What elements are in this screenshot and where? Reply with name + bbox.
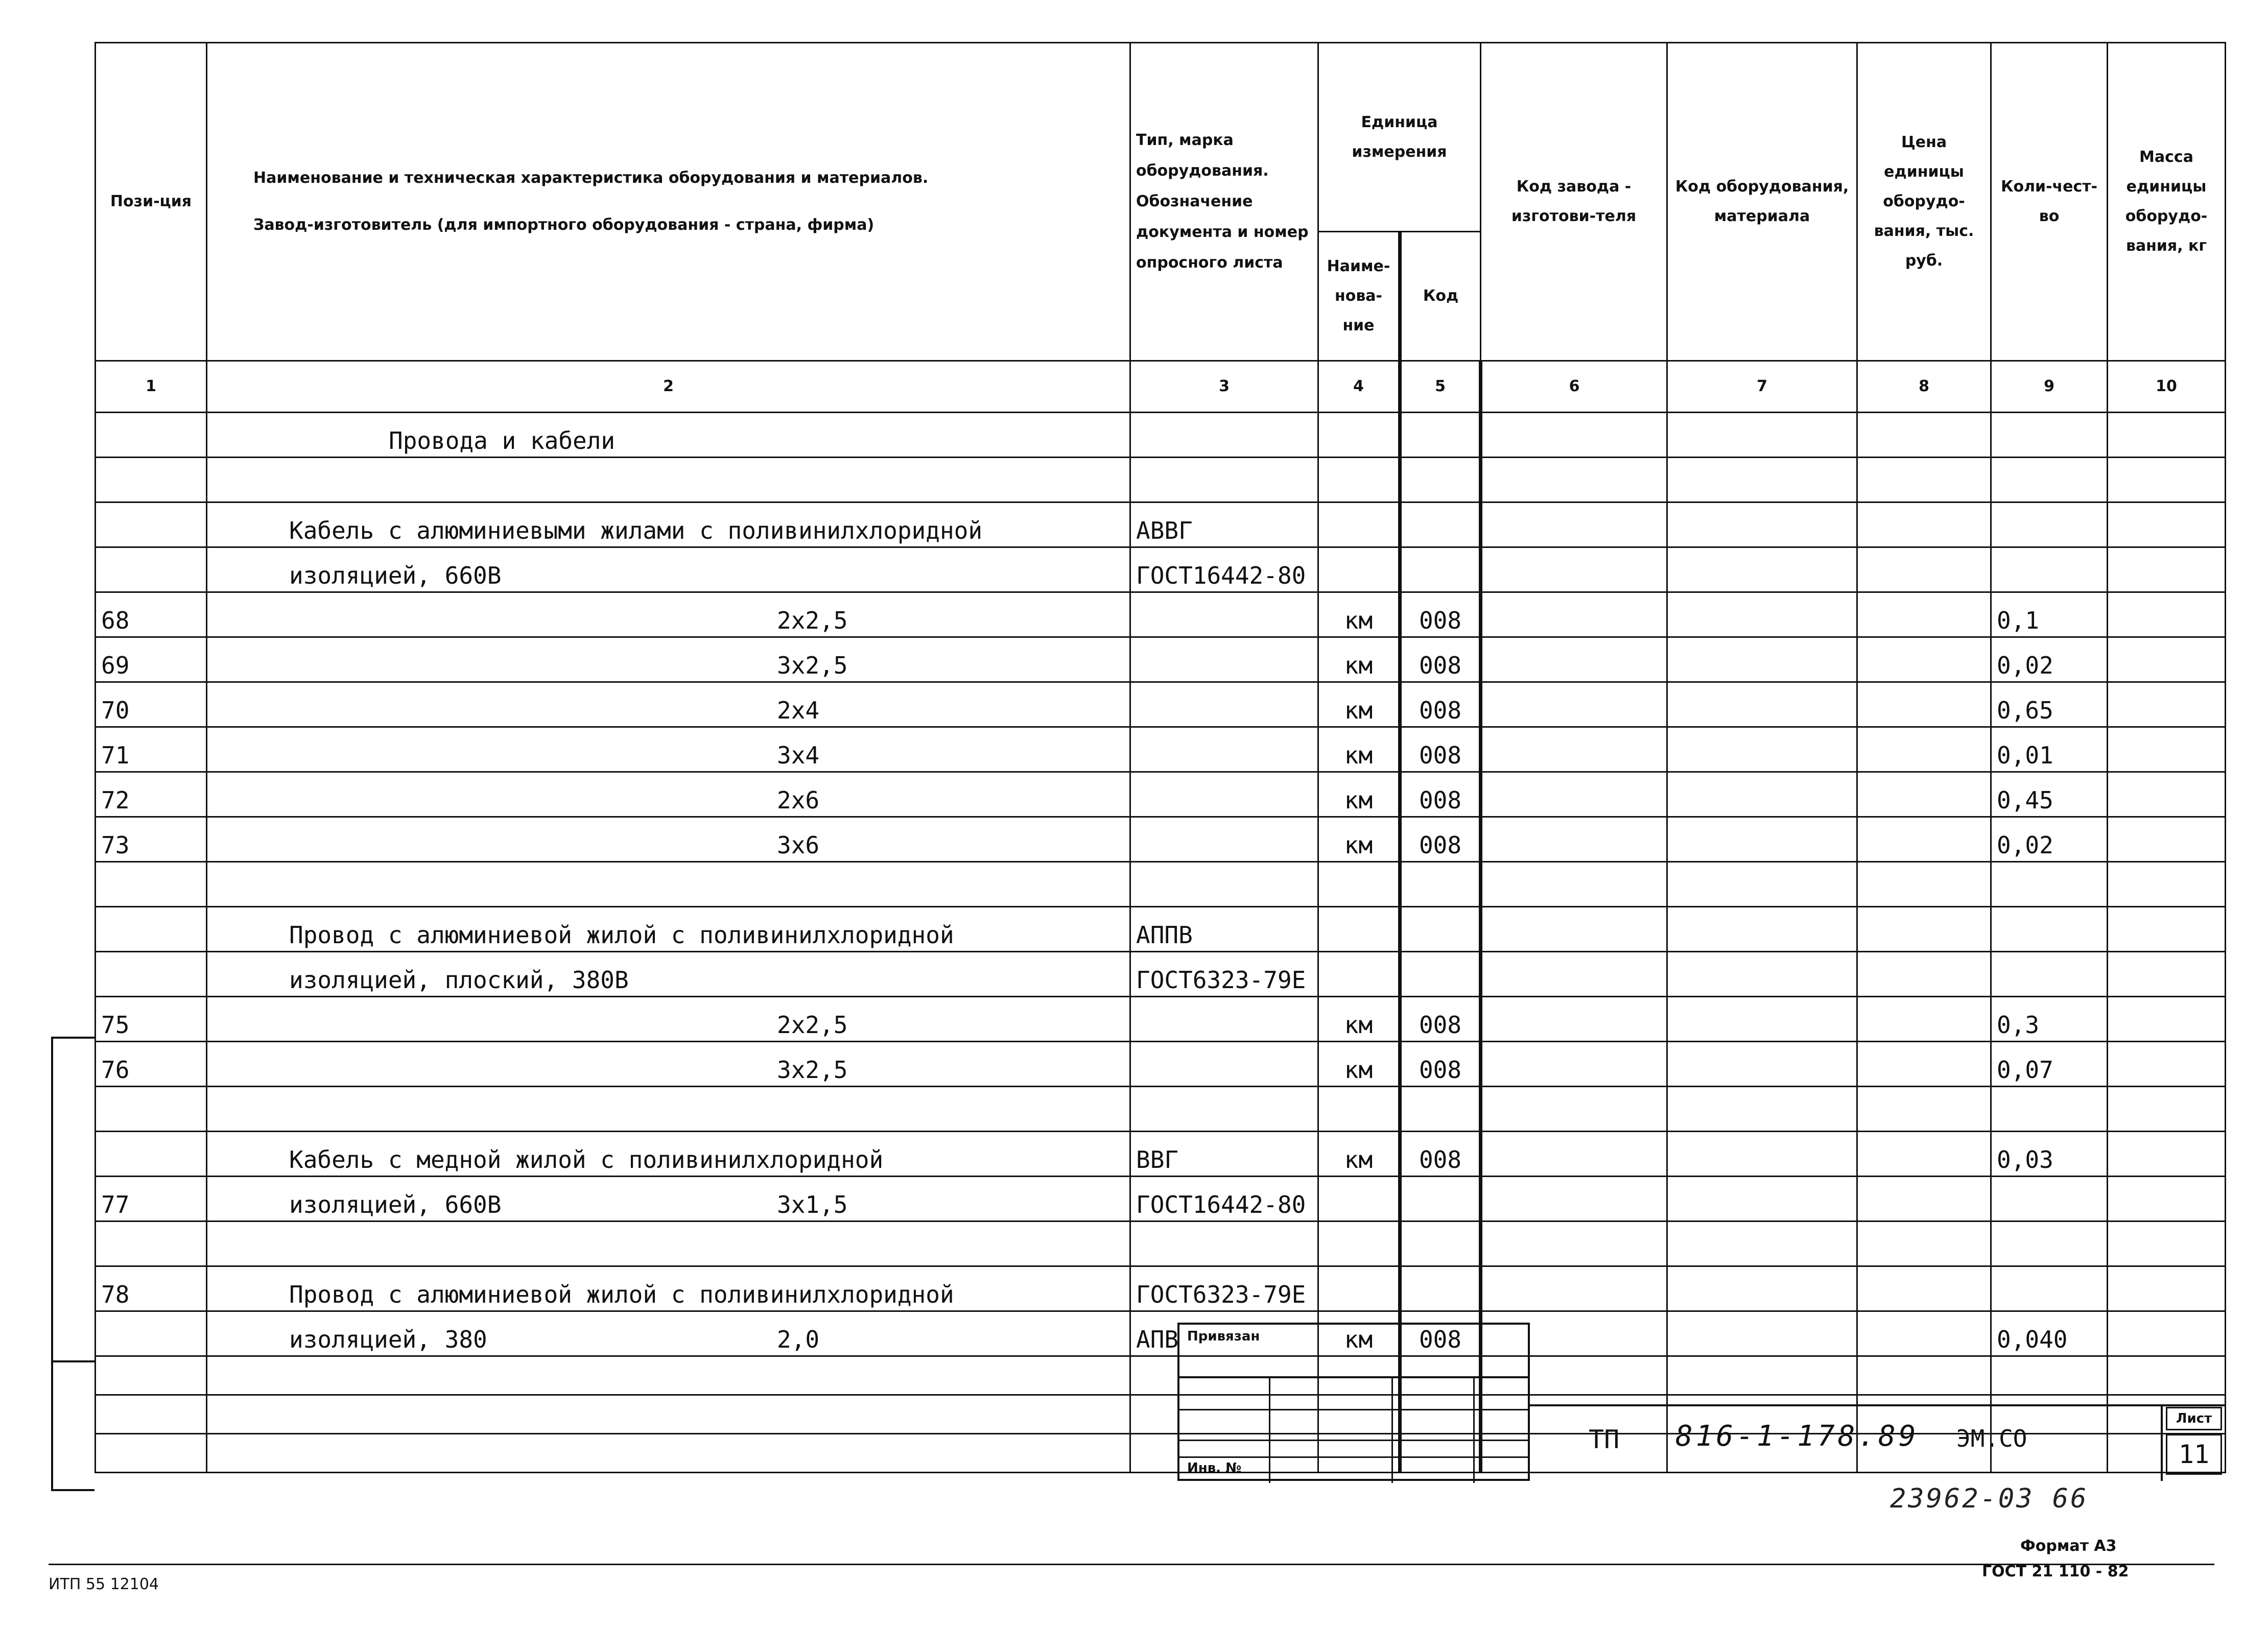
cell-quantity <box>1991 413 2108 458</box>
cell-mass <box>2108 458 2226 502</box>
cell-name <box>207 458 1130 502</box>
cell-position <box>96 1087 207 1132</box>
header-mass: Масса единицы оборудо-вания, кг <box>2108 43 2226 361</box>
cell-plant-code <box>1481 1266 1667 1311</box>
cell-type <box>1130 413 1318 458</box>
cell-unit: км <box>1318 682 1400 727</box>
cell-quantity <box>1991 458 2108 502</box>
cell-unit: км <box>1318 637 1400 682</box>
cell-name <box>207 1221 1130 1266</box>
cell-unit <box>1318 862 1400 907</box>
cell-mass <box>2108 727 2226 772</box>
cell-name <box>207 952 1130 997</box>
cell-mass <box>2108 592 2226 637</box>
cell-name-size: 3x2,5 <box>777 1056 848 1084</box>
cell-quantity: 0,01 <box>1991 727 2108 772</box>
cell-quantity: 0,02 <box>1991 637 2108 682</box>
cell-unit <box>1318 1266 1400 1311</box>
cell-price <box>1857 1087 1991 1132</box>
cell-material-code <box>1667 1087 1857 1132</box>
header-plant-code: Код завода - изготови-теля <box>1481 43 1667 361</box>
cell-quantity <box>1991 1087 2108 1132</box>
cell-name-size: 2x4 <box>777 697 820 724</box>
col-number: 8 <box>1857 361 1991 413</box>
handwritten-note: 23962-03 66 <box>1890 1483 2089 1514</box>
cell-quantity <box>1991 1177 2108 1221</box>
cell-quantity: 0,02 <box>1991 817 2108 862</box>
cell-plant-code <box>1481 1087 1667 1132</box>
sheet-label: Лист <box>2166 1407 2222 1430</box>
cell-quantity <box>1991 1356 2108 1395</box>
title-suffix: ЭМ.СО <box>1956 1425 2027 1452</box>
cell-mass <box>2108 1221 2226 1266</box>
cell-mass <box>2108 817 2226 862</box>
cell-unit-code <box>1400 458 1481 502</box>
cell-price <box>1857 907 1991 952</box>
cell-quantity <box>1991 952 2108 997</box>
cell-name <box>207 727 1130 772</box>
sheet-number: 11 <box>2166 1434 2222 1475</box>
cell-material-code <box>1667 1177 1857 1221</box>
cell-name <box>207 413 1130 458</box>
cell-unit <box>1318 907 1400 952</box>
cell-price <box>1857 547 1991 592</box>
cell-unit-code <box>1400 502 1481 547</box>
table-row <box>96 1311 2226 1356</box>
cell-position: 75 <box>96 997 207 1042</box>
cell-mass <box>2108 952 2226 997</box>
cell-name-size: 3x6 <box>777 831 820 859</box>
cell-plant-code <box>1481 1221 1667 1266</box>
cell-name-text: Провод с алюминиевой жилой с поливинилхлоридной <box>289 921 954 949</box>
table-row <box>96 413 2226 458</box>
cell-plant-code <box>1481 413 1667 458</box>
cell-type: ГОСТ16442-80 <box>1130 1177 1318 1221</box>
table-row <box>96 997 2226 1042</box>
col-number: 9 <box>1991 361 2108 413</box>
table-row <box>96 907 2226 952</box>
cell-position <box>96 458 207 502</box>
cell-mass <box>2108 637 2226 682</box>
gost-label: ГОСТ 21 110 - 82 <box>1982 1563 2129 1580</box>
cell-price <box>1857 592 1991 637</box>
table-row <box>96 682 2226 727</box>
stamp-bound-label: Привязан <box>1187 1329 1260 1344</box>
table-row <box>96 547 2226 592</box>
cell-material-code <box>1667 1132 1857 1177</box>
cell-type <box>1130 862 1318 907</box>
cell-position <box>96 1395 207 1434</box>
cell-position: 69 <box>96 637 207 682</box>
stamp-inventory-label: Инв. № <box>1187 1460 1242 1476</box>
cell-material-code <box>1667 862 1857 907</box>
cell-unit <box>1318 952 1400 997</box>
cell-name <box>207 1266 1130 1311</box>
cell-name <box>207 772 1130 817</box>
cell-material-code <box>1667 1311 1857 1356</box>
cell-name <box>207 862 1130 907</box>
cell-price <box>1857 1266 1991 1311</box>
cell-position: 71 <box>96 727 207 772</box>
cell-price <box>1857 413 1991 458</box>
table-row <box>96 727 2226 772</box>
cell-name <box>207 997 1130 1042</box>
cell-position <box>96 413 207 458</box>
cell-price <box>1857 817 1991 862</box>
cell-unit-code <box>1400 1177 1481 1221</box>
table-row <box>96 1042 2226 1087</box>
table-row <box>96 772 2226 817</box>
cell-quantity: 0,1 <box>1991 592 2108 637</box>
header-material-code: Код оборудования, материала <box>1667 43 1857 361</box>
cell-quantity: 0,07 <box>1991 1042 2108 1087</box>
cell-plant-code <box>1481 862 1667 907</box>
cell-quantity: 0,3 <box>1991 997 2108 1042</box>
cell-name-size: 3x2,5 <box>777 652 848 679</box>
cell-unit: км <box>1318 1132 1400 1177</box>
cell-type <box>1130 817 1318 862</box>
cell-material-code <box>1667 772 1857 817</box>
cell-position <box>96 1132 207 1177</box>
table-row <box>96 637 2226 682</box>
cell-unit <box>1318 1087 1400 1132</box>
col-number: 4 <box>1318 361 1400 413</box>
cell-plant-code <box>1481 1132 1667 1177</box>
cell-position: 78 <box>96 1266 207 1311</box>
table-row <box>96 1177 2226 1221</box>
table-row <box>96 1132 2226 1177</box>
cell-mass <box>2108 1042 2226 1087</box>
cell-quantity <box>1991 862 2108 907</box>
cell-unit: км <box>1318 1042 1400 1087</box>
cell-unit-code <box>1400 1266 1481 1311</box>
cell-material-code <box>1667 952 1857 997</box>
title-prefix: ТП <box>1589 1425 1620 1454</box>
cell-material-code <box>1667 547 1857 592</box>
cell-price <box>1857 772 1991 817</box>
cell-mass <box>2108 547 2226 592</box>
cell-name-text: изоляцией, 660В <box>289 562 502 589</box>
cell-plant-code <box>1481 817 1667 862</box>
header-unit-code: Код <box>1400 232 1481 361</box>
cell-type: ВВГ <box>1130 1132 1318 1177</box>
cell-unit: км <box>1318 727 1400 772</box>
cell-name <box>207 1311 1130 1356</box>
col-number: 6 <box>1481 361 1667 413</box>
cell-name <box>207 907 1130 952</box>
cell-mass <box>2108 997 2226 1042</box>
cell-position <box>96 547 207 592</box>
cell-mass <box>2108 1177 2226 1221</box>
cell-plant-code <box>1481 592 1667 637</box>
cell-mass <box>2108 1087 2226 1132</box>
cell-unit-code <box>1400 1087 1481 1132</box>
cell-material-code <box>1667 817 1857 862</box>
cell-mass <box>2108 1311 2226 1356</box>
cell-position <box>96 1221 207 1266</box>
cell-plant-code <box>1481 1042 1667 1087</box>
cell-name-text: Провод с алюминиевой жилой с поливинилхлоридной <box>289 1281 954 1308</box>
cell-type <box>1130 772 1318 817</box>
cell-material-code <box>1667 682 1857 727</box>
cell-material-code <box>1667 592 1857 637</box>
cell-name-size: 2x2,5 <box>777 607 848 634</box>
col-number: 3 <box>1130 361 1318 413</box>
cell-type <box>1130 1221 1318 1266</box>
cell-material-code <box>1667 413 1857 458</box>
specification-table <box>94 42 2226 1473</box>
cell-material-code <box>1667 458 1857 502</box>
table-row <box>96 952 2226 997</box>
cell-name <box>207 1087 1130 1132</box>
header-name <box>207 43 1130 361</box>
cell-position <box>96 502 207 547</box>
cell-name-size: 2x6 <box>777 786 820 814</box>
cell-price <box>1857 502 1991 547</box>
cell-section-title: Провода и кабели <box>389 427 616 454</box>
cell-unit-code <box>1400 413 1481 458</box>
cell-material-code <box>1667 1356 1857 1395</box>
table-row <box>96 1087 2226 1132</box>
cell-position <box>96 952 207 997</box>
cell-type <box>1130 458 1318 502</box>
cell-unit: км <box>1318 817 1400 862</box>
cell-mass <box>2108 502 2226 547</box>
header-unit-name: Наиме-нова-ние <box>1318 232 1400 361</box>
cell-quantity: 0,45 <box>1991 772 2108 817</box>
cell-name-text: Кабель с алюминиевыми жилами с поливинилхлоридной <box>289 517 983 544</box>
header-price: Цена единицы оборудо-вания, тыс. руб. <box>1857 43 1991 361</box>
cell-plant-code <box>1481 547 1667 592</box>
cell-unit <box>1318 1177 1400 1221</box>
cell-name-size: 3x4 <box>777 741 820 769</box>
table-row <box>96 592 2226 637</box>
cell-plant-code <box>1481 997 1667 1042</box>
cell-plant-code <box>1481 458 1667 502</box>
cell-plant-code <box>1481 727 1667 772</box>
cell-mass <box>2108 772 2226 817</box>
cell-plant-code <box>1481 502 1667 547</box>
cell-unit-code <box>1400 862 1481 907</box>
cell-unit-code: 008 <box>1400 1042 1481 1087</box>
cell-unit-code: 008 <box>1400 997 1481 1042</box>
header-type: Тип, марка оборудования. Обозначение документа и номер опросного листа <box>1130 43 1318 361</box>
cell-mass <box>2108 682 2226 727</box>
col-number: 7 <box>1667 361 1857 413</box>
cell-plant-code <box>1481 682 1667 727</box>
cell-position: 76 <box>96 1042 207 1087</box>
cell-position: 73 <box>96 817 207 862</box>
binding-stamp <box>1177 1323 1530 1481</box>
cell-type: АВВГ <box>1130 502 1318 547</box>
cell-material-code <box>1667 997 1857 1042</box>
table-row <box>96 1221 2226 1266</box>
cell-price <box>1857 1311 1991 1356</box>
cell-name <box>207 592 1130 637</box>
cell-name-text: изоляцией, 380 <box>289 1326 487 1353</box>
cell-quantity: 0,040 <box>1991 1311 2108 1356</box>
table-row <box>96 1266 2226 1311</box>
itp-label: ИТП 55 12104 <box>49 1575 159 1593</box>
table-row <box>96 502 2226 547</box>
cell-plant-code <box>1481 637 1667 682</box>
cell-mass <box>2108 907 2226 952</box>
cell-name <box>207 1434 1130 1473</box>
cell-position <box>96 1356 207 1395</box>
table-row <box>96 862 2226 907</box>
cell-unit: км <box>1318 1311 1400 1356</box>
col-number: 5 <box>1400 361 1481 413</box>
header-quantity: Коли-чест-во <box>1991 43 2108 361</box>
cell-plant-code <box>1481 1177 1667 1221</box>
cell-unit-code: 008 <box>1400 1132 1481 1177</box>
cell-unit-code: 008 <box>1400 682 1481 727</box>
cell-price <box>1857 997 1991 1042</box>
cell-name <box>207 682 1130 727</box>
cell-position: 72 <box>96 772 207 817</box>
cell-name <box>207 637 1130 682</box>
cell-name <box>207 1177 1130 1221</box>
cell-unit-code: 008 <box>1400 637 1481 682</box>
cell-material-code <box>1667 1221 1857 1266</box>
cell-position <box>96 907 207 952</box>
cell-type <box>1130 592 1318 637</box>
cell-material-code <box>1667 727 1857 772</box>
binding-margin-strip <box>51 1037 94 1491</box>
cell-price <box>1857 1132 1991 1177</box>
cell-unit-code: 008 <box>1400 772 1481 817</box>
cell-name <box>207 1395 1130 1434</box>
title-document-code: 816-1-178.89 <box>1675 1420 1919 1453</box>
cell-price <box>1857 862 1991 907</box>
cell-name <box>207 817 1130 862</box>
cell-unit <box>1318 502 1400 547</box>
cell-unit-code <box>1400 1221 1481 1266</box>
cell-quantity <box>1991 1266 2108 1311</box>
cell-name-size: 3x1,5 <box>777 1191 848 1218</box>
col-number: 10 <box>2108 361 2226 413</box>
cell-price <box>1857 637 1991 682</box>
cell-name <box>207 547 1130 592</box>
cell-mass <box>2108 1356 2226 1395</box>
cell-price <box>1857 1221 1991 1266</box>
cell-position: 68 <box>96 592 207 637</box>
cell-price <box>1857 1042 1991 1087</box>
cell-type <box>1130 727 1318 772</box>
cell-name-size: 2,0 <box>777 1326 820 1353</box>
cell-mass <box>2108 862 2226 907</box>
cell-type: ГОСТ6323-79Е <box>1130 1266 1318 1311</box>
cell-plant-code <box>1481 907 1667 952</box>
cell-unit <box>1318 413 1400 458</box>
table-row <box>96 817 2226 862</box>
cell-unit-code <box>1400 547 1481 592</box>
cell-type: ГОСТ6323-79Е <box>1130 952 1318 997</box>
cell-type <box>1130 682 1318 727</box>
cell-type <box>1130 1087 1318 1132</box>
cell-type: ГОСТ16442-80 <box>1130 547 1318 592</box>
cell-price <box>1857 952 1991 997</box>
cell-name-text: изоляцией, плоский, 380В <box>289 966 629 994</box>
cell-mass <box>2108 413 2226 458</box>
cell-quantity <box>1991 502 2108 547</box>
table-row <box>96 1356 2226 1395</box>
cell-name <box>207 1042 1130 1087</box>
table-row <box>96 458 2226 502</box>
cell-price <box>1857 458 1991 502</box>
header-name-line1: Наименование и техническая характеристика оборудования и материалов. <box>253 169 929 187</box>
cell-unit <box>1318 547 1400 592</box>
cell-unit-code: 008 <box>1400 592 1481 637</box>
cell-unit-code: 008 <box>1400 817 1481 862</box>
cell-unit: км <box>1318 997 1400 1042</box>
cell-unit <box>1318 1221 1400 1266</box>
cell-price <box>1857 682 1991 727</box>
cell-quantity <box>1991 907 2108 952</box>
cell-price <box>1857 1356 1991 1395</box>
cell-unit-code: 008 <box>1400 1311 1481 1356</box>
cell-name-text: Кабель с медной жилой с поливинилхлоридной <box>289 1146 884 1173</box>
cell-quantity <box>1991 1221 2108 1266</box>
cell-material-code <box>1667 1266 1857 1311</box>
cell-position <box>96 1434 207 1473</box>
cell-price <box>1857 727 1991 772</box>
cell-name-text: изоляцией, 660В <box>289 1191 502 1218</box>
cell-unit: км <box>1318 772 1400 817</box>
cell-material-code <box>1667 502 1857 547</box>
cell-unit-code <box>1400 907 1481 952</box>
col-number: 2 <box>207 361 1130 413</box>
cell-unit-code: 008 <box>1400 727 1481 772</box>
cell-mass <box>2108 1132 2226 1177</box>
cell-position <box>96 1311 207 1356</box>
cell-name-size: 2x2,5 <box>777 1011 848 1039</box>
format-label: Формат А3 <box>2020 1537 2117 1555</box>
cell-type: АПВ <box>1130 1311 1318 1356</box>
bottom-rule <box>49 1564 2214 1565</box>
cell-material-code <box>1667 907 1857 952</box>
cell-type <box>1130 637 1318 682</box>
cell-position: 77 <box>96 1177 207 1221</box>
cell-quantity: 0,65 <box>1991 682 2108 727</box>
cell-name <box>207 1132 1130 1177</box>
cell-position: 70 <box>96 682 207 727</box>
cell-plant-code <box>1481 952 1667 997</box>
cell-position <box>96 862 207 907</box>
cell-mass <box>2108 1266 2226 1311</box>
cell-price <box>1857 1177 1991 1221</box>
cell-plant-code <box>1481 772 1667 817</box>
cell-quantity <box>1991 547 2108 592</box>
cell-type: АППВ <box>1130 907 1318 952</box>
cell-unit <box>1318 458 1400 502</box>
cell-name <box>207 1356 1130 1395</box>
cell-unit-code <box>1400 952 1481 997</box>
header-position: Пози-ция <box>96 43 207 361</box>
cell-quantity: 0,03 <box>1991 1132 2108 1177</box>
cell-name <box>207 502 1130 547</box>
cell-material-code <box>1667 1042 1857 1087</box>
cell-type <box>1130 1042 1318 1087</box>
cell-material-code <box>1667 637 1857 682</box>
cell-unit: км <box>1318 592 1400 637</box>
header-name-line2: Завод-изготовитель (для импортного оборудования - страна, фирма) <box>253 216 875 234</box>
col-number: 1 <box>96 361 207 413</box>
header-unit-group: Единица измерения <box>1318 43 1481 232</box>
cell-type <box>1130 997 1318 1042</box>
